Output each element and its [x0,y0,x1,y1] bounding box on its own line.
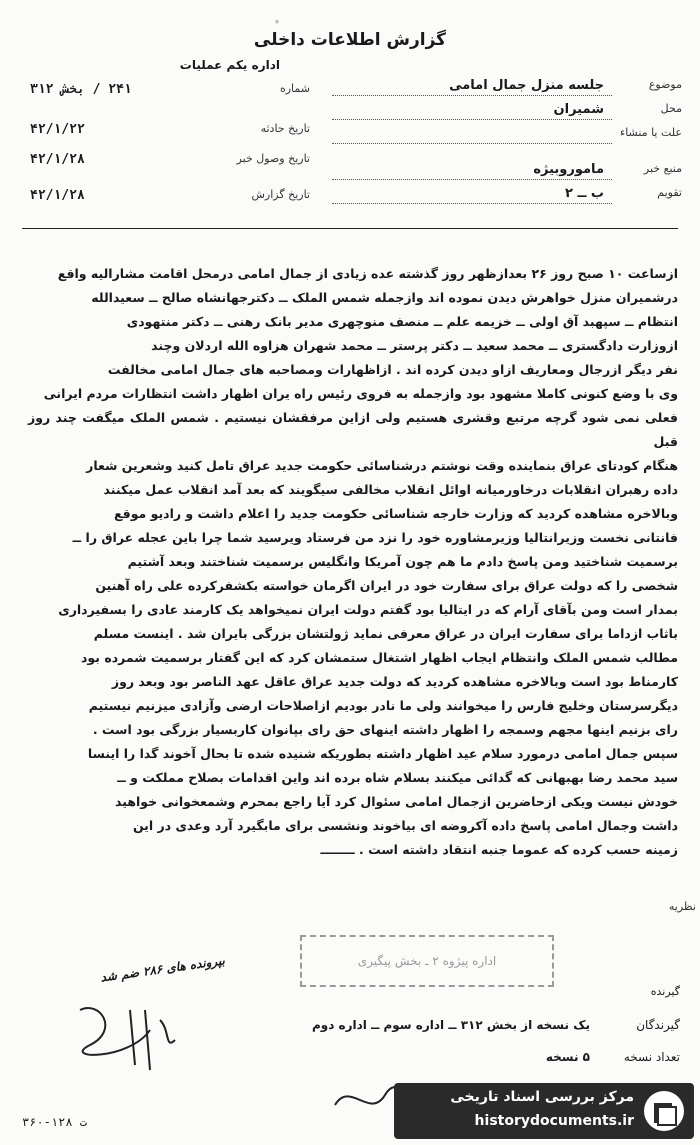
report-date-label: تاریخ گزارش [251,188,310,201]
body-line: سپس جمال امامی درمورد سلام عید اظهار داشته بطوریکه شنیده شده تا بحال آخوند گدا را اینسا [87,746,678,761]
header-row-place [322,102,682,124]
subject-underline [332,95,612,96]
incident-date-label: تاریخ حادثه [260,122,310,135]
received-date-label: تاریخ وصول خبر [236,152,310,165]
source-value: ماموروبیژه [533,162,604,177]
source-underline [332,179,612,180]
office-stamp-box: اداره پیژوه ۲ ـ بخش پیگیری [300,935,554,987]
body-line: فعلی نمی شود گرچه مرتبع وقشری هستیم ولی ازاین مرفقشان نیستیم . شمس الملک میگفت چند روز قبل [28,410,678,449]
body-line: دیگرسرستان وخلیج فارس را میخوانند ولی ما نادر بودیم ازاصلاحات ارضی وآزادی میزنیم نیستیم [88,698,678,713]
incident-date-value: ۴۲/۱/۲۲ [30,122,85,137]
body-line: کارمناط بود است وبالاخره مشاهده کردید که دولت جدید عراق عاقل عهد الناصر بود وبعد روز [111,674,678,689]
header-row-subject [322,78,682,100]
archive-url: historydocuments.ir [474,1113,634,1129]
checked-label: گیرنده [650,985,680,998]
body-line: زمینه حسب کرده که عموما جنبه انتقاد داشته است . ــــــــ [320,842,678,857]
place-value: شمیران [553,102,604,117]
body-line: انتظام ــ سپهبد آق اولی ــ خزیمه علم ــ منصف منوچهری مدیر بانک رهنی ــ دکتر منتهودی [126,314,678,329]
number-label: شماره [279,82,310,95]
body-line: فانتانی نخست وزیرانتالیا وزیرمشاوره خود را نزد من فرستاد ویرسید شما چرا باین عجله عراق را ــ [72,530,678,545]
archive-name: مرکز بررسی اسناد تاریخی [450,1089,634,1105]
received-date-value: ۴۲/۱/۲۸ [30,152,85,167]
number-value: ۲۴۱ / بخش ۳۱۲ [30,82,132,97]
body-line: هنگام کودتای عراق بنماینده وقت نوشتم درشناسائی حکومت جدید عراق تامل کنید وشعرین شعار [86,458,678,473]
header-row-received-date [30,152,310,174]
recipients-text: یک نسخه از بخش ۳۱۲ ــ اداره سوم ــ اداره دوم [311,1018,590,1032]
cause-label: علت یا منشاء [620,126,682,139]
opinion-margin-label: نظریه [668,900,696,913]
page-mark-stamp: ۰ [270,6,284,36]
document-title: گزارش اطلاعات داخلی [253,30,447,50]
handwritten-filing-note: بپرونده های ۲۸۶ ضم شد [99,953,226,985]
archive-watermark [394,1083,694,1139]
source-label: منبع خبر [643,162,682,175]
header-row-source [322,162,682,184]
place-label: محل [660,102,682,115]
report-date-value: ۴۲/۱/۲۸ [30,188,85,203]
body-line: ازوزارت دادگستری ــ محمد سعید ــ دکتر پرستر ــ محمد شهران هزاوه الله اردلان وچند [151,338,678,353]
recipients-label: گیرندگان [636,1018,680,1032]
body-line: داده رهبران انقلابات درخاورمیانه اوائل انقلاب مخالفی سیگویند که بعد آمد انقلاب عمل میکنند [103,482,678,497]
body-line: درشمیران منزل خواهرش دیدن نموده اند وازجمله شمس الملک ــ دکترجهانشاه صالح ــ سعیدالله [91,290,678,305]
body-line: وبالاخره مشاهده کردید که وزارت خارجه شناسائی حکومت جدید را اعلام داشت و رادیو موقع [113,506,678,521]
body-line: وی با وضع کنونی کاملا مشهود بود وازجمله به فروی رئیس راه یران اظهار داشت انتظارات مردم ایرانی [43,386,678,401]
body-line: سید محمد رضا بهبهانی که گدائی میکنند بسلام شاه برده اند واین اقدامات بصلاح مملکت و ــ [117,770,678,785]
header-row-number [30,82,310,104]
body-line: شخصی را که دولت عراق برای سفارت خود در ایران اگرمان خواسته بکشفرکرده علی راه آهنین [95,578,678,593]
body-line: داشت وجمال امامی پاسخ داده آکروضه ای بیاخوند ونشسی برای مابگیرد آرد وعدی در این [132,818,678,833]
rating-underline [332,203,612,204]
body-line: برسمیت شناختید ومن پاسخ دادم ما هم چون آمریکا وانگلیس برسمیت شناختند وبعد آشتیم [127,554,678,569]
header-row-report-date [30,188,310,210]
header-row-incident-date [30,122,310,144]
subject-label: موضوع [648,78,682,91]
body-line: بمدار است ومن بآقای آرام که در ایتالیا بود گفتم دولت ایران نمیخواهد یک کارمند عادی را بسفیرداری [58,602,678,617]
report-body [28,262,678,862]
department-row [30,60,310,82]
cause-underline [332,143,612,144]
body-line: نفر دیگر ازرجال ومعاریف ازاو دیدن کرده اند . ازاظهارات ومصاحبه های جمال امامی مخالفت [107,362,678,377]
subject-value: جلسه منزل جمال امامی [449,78,604,93]
place-underline [332,119,612,120]
header-row-cause [322,126,682,148]
archive-logo-icon [642,1089,686,1133]
body-line: باثاب ازداما برای سفارت ایران در عراق معرفی نماید ژولتشان بزرگی بایران شد . اینست مسلم [93,626,678,641]
department-label: اداره یکم عملیات [179,58,280,72]
handwritten-signature-icon [70,990,190,1080]
document-code: ۳۶۰-۱۲۸ ت [22,1115,88,1129]
rating-value: ب ــ ۲ [565,186,604,201]
header-row-rating [322,186,682,208]
body-line: مطالب شمس الملک وانتظام ایجاب اظهار اشتغال ستمشان کرد که این گفتار برسمیت شمرده بود [81,650,678,665]
rating-label: تقویم [657,186,682,199]
body-line: رای بزنیم اینها مجهم وسمجه را اظهار داشته اینهای حق رای بپانوان کاربسیار بزرگی بود است . [92,722,678,737]
copies-value: ۵ نسخه [545,1050,590,1064]
copies-label: تعداد نسخه [623,1050,680,1064]
header-divider [22,228,678,229]
body-line: خودش نیست ویکی ازحاضرین ازجمال امامی سئوال کرد آیا راجع بمحرم وشمعخوانی خواهید [115,794,678,809]
body-line: ازساعت ۱۰ صبح روز ۲۶ بعدازظهر روز گذشته عده زیادی از جمال امامی درمحل اقامت مشارالیه واقع [57,266,678,281]
